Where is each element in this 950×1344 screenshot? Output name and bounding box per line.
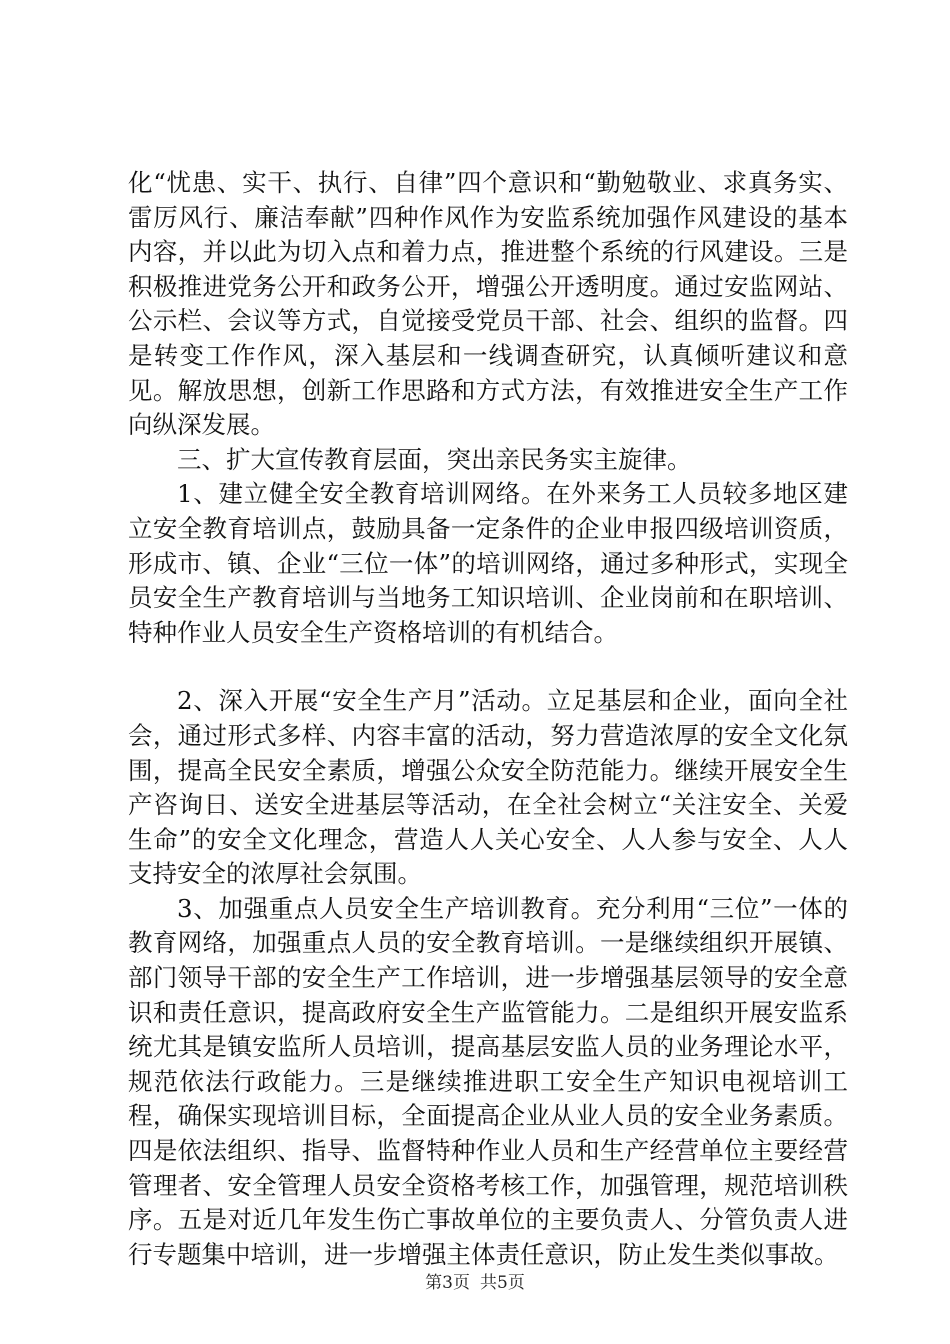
document-body bbox=[128, 166, 848, 1272]
paragraph-item-3: 3、加强重点人员安全生产培训教育。充分利用“三位”一体的教育网络，加强重点人员的安全教育培训。一是继续组织开展镇、部门领导干部的安全生产工作培训，进一步增强基层领导的安全意识和责任意识，提高政府安全生产监管能力。二是组织开展安监系统尤其是镇安监所人员培训，提高基层安监人员的业务理论水平，规范依法行政能力。三是继续推进职工安全生产知识电视培训工程，确保实现培训目标，全面提高企业从业人员的安全业务素质。四是依法组织、指导、监督特种作业人员和生产经营单位主要经营管理者、安全管理人员安全资格考核工作，加强管理，规范培训秩序。五是对近几年发生伤亡事故单位的主要负责人、分管负责人进行专题集中培训，进一步增强主体责任意识，防止发生类似事故。 bbox=[128, 893, 848, 1269]
paragraph-continued: 化“忧患、实干、执行、自律”四个意识和“勤勉敬业、求真务实、雷厉风行、廉洁奉献”四种作风作为安监系统加强作风建设的基本内容，并以此为切入点和着力点，推进整个系统的行风建设。三是积极推进党务公开和政务公开，增强公开透明度。通过安监网站、公示栏、会议等方式，自觉接受党员干部、社会、组织的监督。四是转变工作作风，深入基层和一线调查研究，认真倾听建议和意见。解放思想，创新工作思路和方式方法，有效推进安全生产工作向纵深发展。 bbox=[128, 168, 848, 440]
paragraph-item-2: 2、深入开展“安全生产月”活动。立足基层和企业，面向全社会，通过形式多样、内容丰富的活动，努力营造浓厚的安全文化氛围，提高全民安全素质，增强公众安全防范能力。继续开展安全生产咨询日、送安全进基层等活动，在全社会树立“关注安全、关爱生命”的安全文化理念，营造人人关心安全、人人参与安全、人人支持安全的浓厚社会氛围。 bbox=[128, 686, 848, 889]
page-total: 共5页 bbox=[480, 1273, 525, 1293]
paragraph-item-1: 1、建立健全安全教育培训网络。在外来务工人员较多地区建立安全教育培训点，鼓励具备一定条件的企业申报四级培训资质，形成市、镇、企业“三位一体”的培训网络，通过多种形式，实现全员安全生产教育培训与当地务工知识培训、企业岗前和在职培训、特种作业人员安全生产资格培训的有机结合。 bbox=[128, 479, 848, 647]
page-footer bbox=[0, 1271, 950, 1295]
page-number: 第3页 bbox=[425, 1273, 470, 1293]
section-heading-three: 三、扩大宣传教育层面，突出亲民务实主旋律。 bbox=[177, 444, 692, 474]
